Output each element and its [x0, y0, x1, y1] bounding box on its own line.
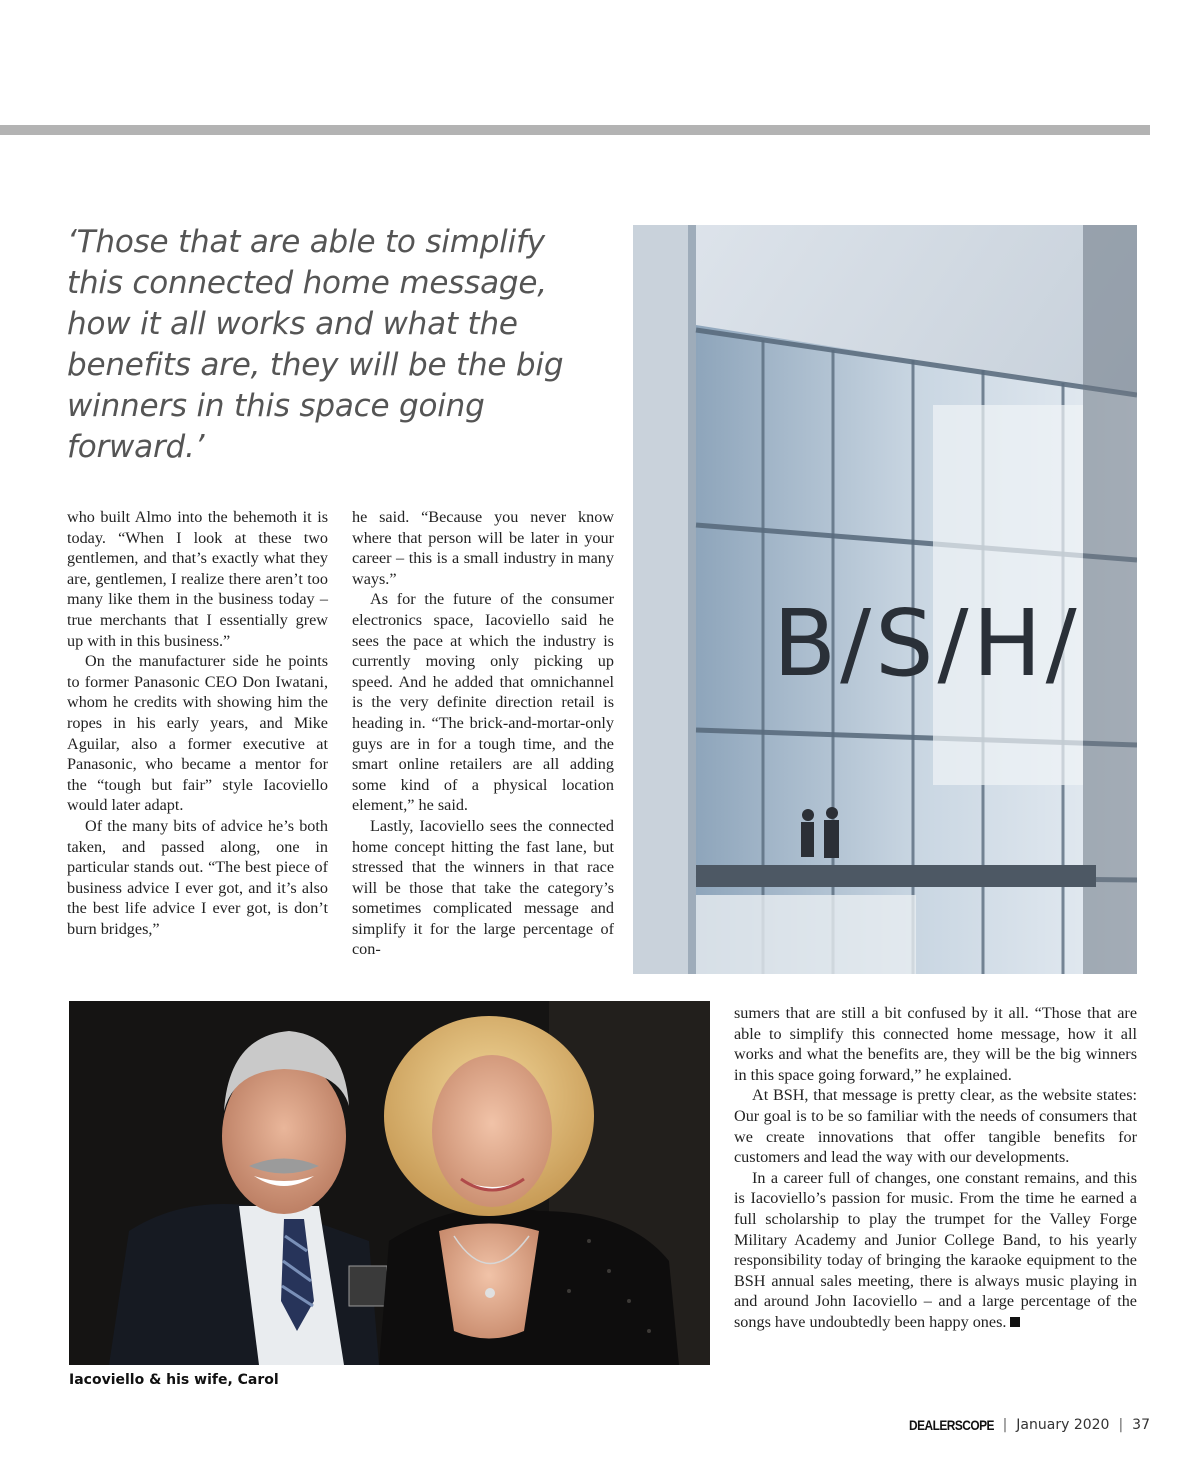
article-column-1: [67, 507, 328, 939]
bsh-sign: B/S/H/: [773, 590, 1081, 697]
footer-separator: |: [1118, 1417, 1124, 1433]
footer-separator: |: [1002, 1417, 1008, 1433]
paragraph: he said. “Because you never know where that person will be later in your career – this is a small industry in many ways.”: [352, 508, 614, 588]
page-footer: [894, 1417, 1150, 1433]
bsh-building-photo: [633, 225, 1137, 974]
pull-quote: ‘Those that are able to simplify this connected home message, how it all works and what the benefits are, they will be the big winners in this space going forward.’: [67, 224, 564, 465]
paragraph: sumers that are still a bit confused by it all. “Those that are able to simplify this connected home message, how it all works and what the benefits are, they will be the big winners in this space going forward,” he explained.: [734, 1004, 1137, 1084]
article-column-2: [352, 507, 614, 960]
paragraph: As for the future of the consumer electronics space, Iacoviello said he sees the pace at which the industry is currently moving only picking up speed. And he added that omnichannel is the very definite direction retail is heading in. “The brick-and-mortar-only guys are in for a tough time, and the smart online retailers are all adding some kind of a physical location element,” he said.: [352, 590, 614, 815]
paragraph: Of the many bits of advice he’s both taken, and passed along, one in particular stands out. “The best piece of business advice I ever got, and it’s also the best life advice I ever got, is don’t burn bridges,”: [67, 816, 328, 938]
paragraph: who built Almo into the behemoth it is today. “When I look at these two gentlemen, and that’s exactly what they are, gentlemen, I realize there aren’t too many like them in the business today – true merchants that I essentially grew up with in this business.”: [67, 508, 328, 650]
paragraph: On the manufacturer side he points to former Panasonic CEO Don Iwatani, whom he credits with showing him the ropes in his early years, and Mike Aguilar, also a former executive at Panasonic, who became a mentor for the “tough but fair” style Iacoviello would later adapt.: [67, 652, 328, 815]
publication-name: DEALERSCOPE: [908, 1417, 994, 1433]
paragraph: [734, 1168, 1137, 1333]
paragraph-text: In a career full of changes, one constant remains, and this is Iacoviello’s passion for music. From the time he earned a full scholarship to play the trumpet for the Valley Forge Military Academy and Junior College Band, to his yearly responsibility today of bringing the karaoke equipment to the BSH annual sales meeting, there is always music playing in and around John Iacoviello – and a large percentage of the songs have undoubtedly been happy ones.: [734, 1168, 1137, 1331]
issue-date: January 2020: [1016, 1417, 1110, 1433]
paragraph: Lastly, Iacoviello sees the connected home concept hitting the fast lane, but stressed that the winners in that race will be those that take the category’s sometimes complicated message and simplify it for the large percentage of con-: [352, 816, 614, 959]
top-rule: [0, 125, 1150, 135]
article-column-3: [734, 1003, 1137, 1333]
photo-caption: Iacoviello & his wife, Carol: [69, 1372, 279, 1388]
page-number: 37: [1132, 1417, 1150, 1433]
paragraph: At BSH, that message is pretty clear, as the website states: Our goal is to be so familiar with the needs of consumers that we create innovations that offer tangible benefits for customers and lead the way with our developments.: [734, 1086, 1137, 1167]
end-mark-icon: [1010, 1317, 1020, 1327]
couple-photo: [69, 1001, 710, 1365]
